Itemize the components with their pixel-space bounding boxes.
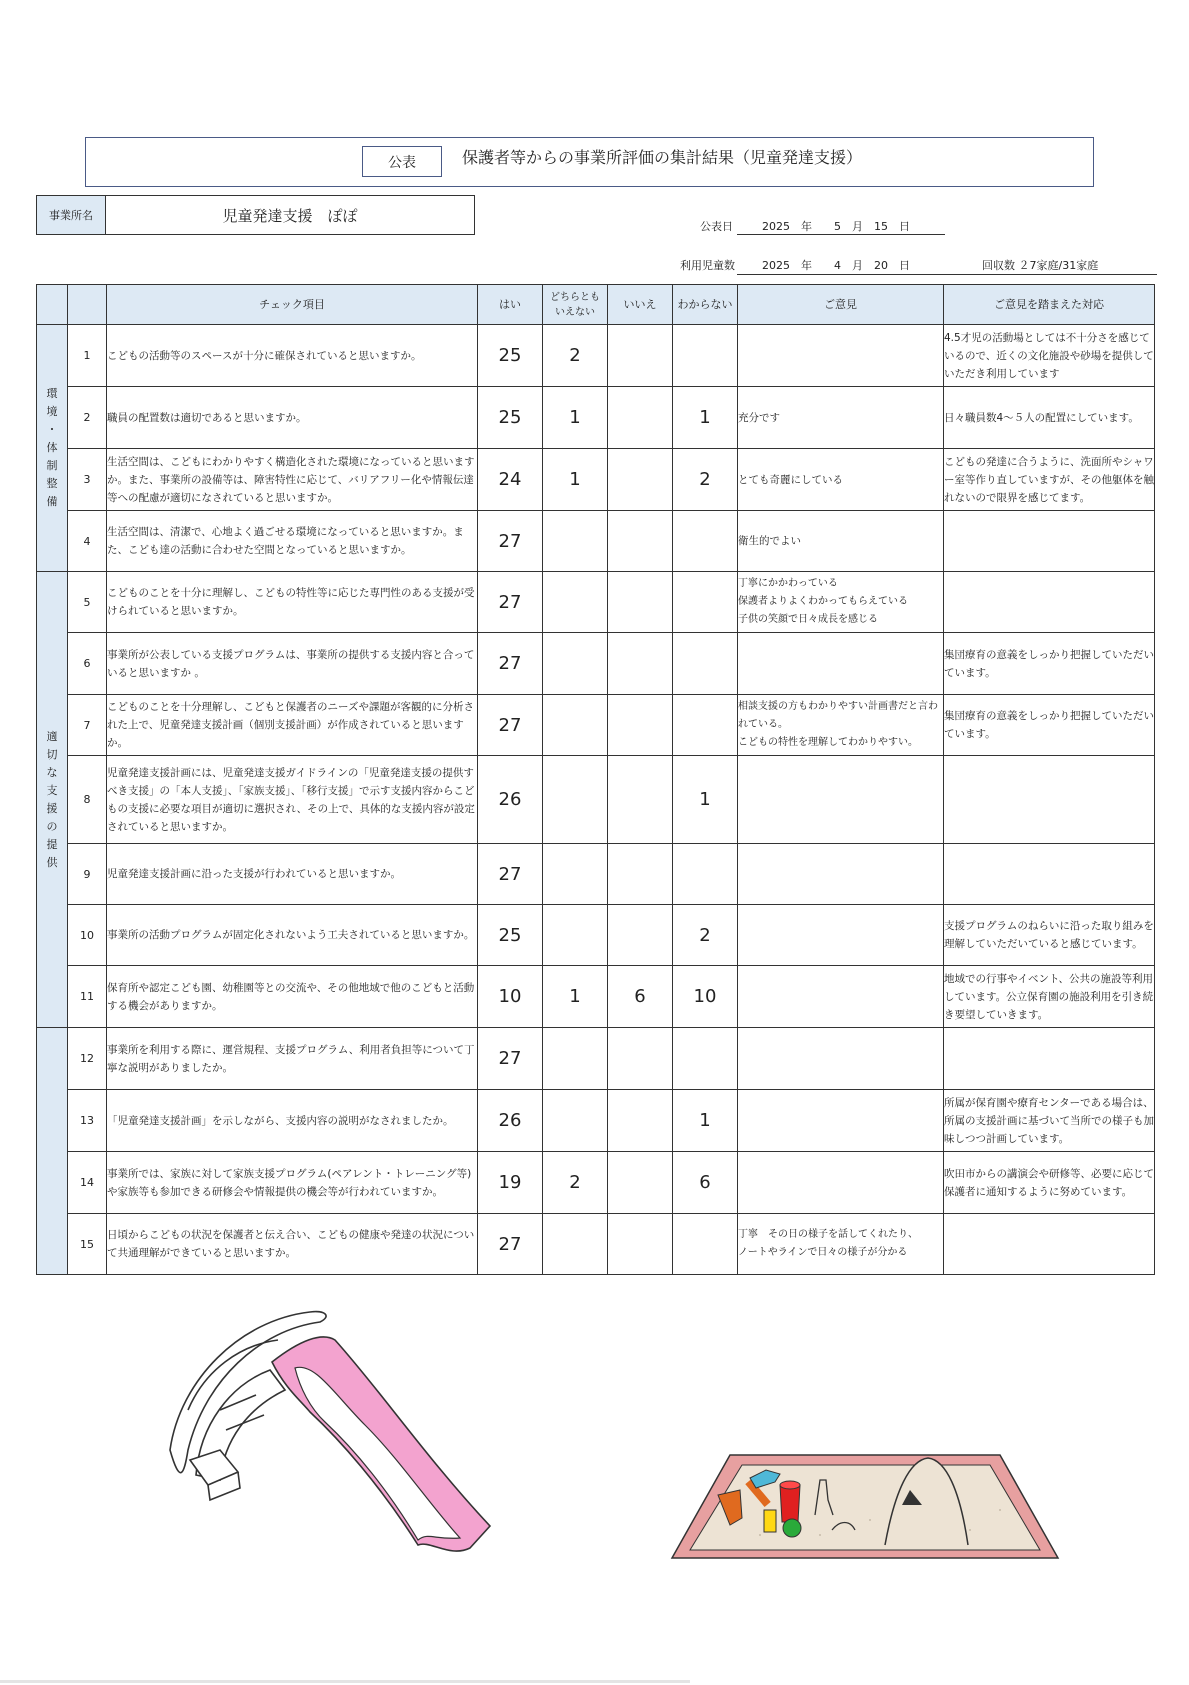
count-no: [608, 572, 673, 633]
row-number: 2: [68, 387, 107, 449]
response-text: 集団療育の意義をしっかり把握していただいています。: [944, 633, 1155, 695]
count-yes: 27: [478, 695, 543, 756]
row-number: 8: [68, 756, 107, 844]
table-row: [37, 1152, 1155, 1214]
count-unknown: 1: [673, 387, 738, 449]
opinion-text: [738, 844, 944, 905]
row-number: 13: [68, 1090, 107, 1152]
page-title: 保護者等からの事業所評価の集計結果（児童発達支援）: [462, 148, 863, 167]
response-text: 吹田市からの講演会や研修等、必要に応じて保護者に通知するように努めています。: [944, 1152, 1155, 1214]
count-yes: 24: [478, 449, 543, 511]
opinion-text: [738, 966, 944, 1028]
count-neither: 1: [543, 449, 608, 511]
header-response: ご意見を踏まえた対応: [944, 285, 1155, 325]
public-label: 公表: [362, 146, 442, 177]
count-yes: 25: [478, 905, 543, 966]
count-yes: 27: [478, 633, 543, 695]
header-blank-num: [68, 285, 107, 325]
row-number: 12: [68, 1028, 107, 1090]
count-neither: [543, 572, 608, 633]
opinion-text: [738, 325, 944, 387]
header-neither: どちらとも いえない: [543, 285, 608, 325]
count-no: [608, 387, 673, 449]
category-environment: 環 境 ・ 体 制 整 備: [37, 325, 68, 572]
table-row: [37, 844, 1155, 905]
count-neither: [543, 1090, 608, 1152]
question-text: 職員の配置数は適切であると思いますか。: [107, 387, 478, 449]
question-text: 事業所を利用する際に、運営規程、支援プログラム、利用者負担等について丁寧な説明がありましたか。: [107, 1028, 478, 1090]
header-blank-cat: [37, 285, 68, 325]
count-neither: [543, 695, 608, 756]
opinion-text: 充分です: [738, 387, 944, 449]
opinion-text: [738, 1152, 944, 1214]
response-text: 所属が保育園や療育センターである場合は、所属の支援計画に基づいて当所での様子も加味しつつ計画しています。: [944, 1090, 1155, 1152]
count-yes: 27: [478, 572, 543, 633]
table-row: [37, 1028, 1155, 1090]
collection-count: 回収数 ２7家庭/31家庭: [982, 259, 1099, 272]
response-text: [944, 1214, 1155, 1275]
count-unknown: [673, 1028, 738, 1090]
count-yes: 26: [478, 1090, 543, 1152]
count-neither: [543, 1028, 608, 1090]
count-neither: 2: [543, 325, 608, 387]
count-unknown: [673, 511, 738, 572]
count-no: [608, 633, 673, 695]
count-yes: 27: [478, 1028, 543, 1090]
count-no: [608, 1152, 673, 1214]
count-unknown: [673, 695, 738, 756]
table-row: [37, 756, 1155, 844]
header-no: いいえ: [608, 285, 673, 325]
opinion-text: [738, 633, 944, 695]
count-unknown: 10: [673, 966, 738, 1028]
response-text: 支援プログラムのねらいに沿った取り組みを理解していただいていると感じています。: [944, 905, 1155, 966]
table-row: [37, 325, 1155, 387]
question-text: 児童発達支援計画には、児童発達支援ガイドラインの「児童発達支援の提供すべき支援」の「本人支援」、「家族支援」、「移行支援」で示す支援内容からこどもの支援に必要な項目が適切に選択され、その上で、具体的な支援内容が設定されていると思いますか。: [107, 756, 478, 844]
header-check-item: チェック項目: [107, 285, 478, 325]
row-number: 5: [68, 572, 107, 633]
header-unknown: わからない: [673, 285, 738, 325]
row-number: 1: [68, 325, 107, 387]
question-text: こどものことを十分に理解し、こどもの特性等に応じた専門性のある支援が受けられていると思いますか。: [107, 572, 478, 633]
opinion-text: 丁寧にかかわっている 保護者よりよくわかってもらえている 子供の笑顔で日々成長を感じる: [738, 572, 944, 633]
row-number: 11: [68, 966, 107, 1028]
row-number: 7: [68, 695, 107, 756]
row-number: 14: [68, 1152, 107, 1214]
opinion-text: [738, 1028, 944, 1090]
header-yes: はい: [478, 285, 543, 325]
count-unknown: [673, 325, 738, 387]
table-row: [37, 387, 1155, 449]
table-row: [37, 511, 1155, 572]
count-unknown: 2: [673, 905, 738, 966]
count-no: [608, 1090, 673, 1152]
opinion-text: 相談支援の方もわかりやすい計画書だと言われている。 こどもの特性を理解してわかりやすい。: [738, 695, 944, 756]
count-neither: [543, 756, 608, 844]
count-neither: [543, 844, 608, 905]
response-text: こどもの発達に合うように、洗面所やシャワー室等作り直していますが、その他躯体を触れないので限界を感じてます。: [944, 449, 1155, 511]
response-text: 日々職員数4～５人の配置にしています。: [944, 387, 1155, 449]
question-text: こどもの活動等のスペースが十分に確保されていると思いますか。: [107, 325, 478, 387]
question-text: 事業所の活動プログラムが固定化されないよう工夫されていると思いますか。: [107, 905, 478, 966]
published-underline: [737, 234, 945, 235]
office-label: 事業所名: [36, 195, 106, 235]
count-yes: 27: [478, 511, 543, 572]
count-yes: 10: [478, 966, 543, 1028]
users-label: 利用児童数: [680, 259, 735, 272]
response-text: [944, 844, 1155, 905]
opinion-text: [738, 905, 944, 966]
question-text: 生活空間は、こどもにわかりやすく構造化された環境になっていると思いますか。また、事業所の設備等は、障害特性に応じて、バリアフリー化や情報伝達等への配慮が適切になされていると思いますか。: [107, 449, 478, 511]
count-unknown: [673, 572, 738, 633]
count-no: [608, 844, 673, 905]
count-yes: 19: [478, 1152, 543, 1214]
table-row: [37, 572, 1155, 633]
count-unknown: 1: [673, 756, 738, 844]
count-no: [608, 1028, 673, 1090]
question-text: 児童発達支援計画に沿った支援が行われていると思いますか。: [107, 844, 478, 905]
office-name: 児童発達支援 ぽぽ: [106, 195, 475, 235]
slide-illustration: [160, 1300, 505, 1572]
response-text: 4.5才児の活動場としては不十分さを感じているので、近くの文化施設や砂場を提供していただき利用しています: [944, 325, 1155, 387]
header-opinion: ご意見: [738, 285, 944, 325]
count-no: [608, 695, 673, 756]
count-neither: 2: [543, 1152, 608, 1214]
count-no: [608, 756, 673, 844]
response-text: 地域での行事やイベント、公共の施設等利用しています。公立保育園の施設利用を引き続き要望していきます。: [944, 966, 1155, 1028]
opinion-text: [738, 1090, 944, 1152]
count-no: [608, 905, 673, 966]
question-text: こどものことを十分理解し、こどもと保護者のニーズや課題が客観的に分析された上で、児童発達支援計画（個別支援計画）が作成されていると思いますか。: [107, 695, 478, 756]
question-text: 保育所や認定こども園、幼稚園等との交流や、その他地域で他のこどもと活動する機会がありますか。: [107, 966, 478, 1028]
count-unknown: 1: [673, 1090, 738, 1152]
category-support: 適 切 な 支 援 の 提 供: [37, 572, 68, 1028]
table-header-row: [37, 285, 1155, 325]
response-text: [944, 1028, 1155, 1090]
count-neither: 1: [543, 966, 608, 1028]
count-unknown: [673, 633, 738, 695]
count-no: [608, 1214, 673, 1275]
row-number: 9: [68, 844, 107, 905]
table-row: [37, 966, 1155, 1028]
count-unknown: 6: [673, 1152, 738, 1214]
question-text: 生活空間は、清潔で、心地よく過ごせる環境になっていると思いますか。また、こども達の活動に合わせた空間となっていると思いますか。: [107, 511, 478, 572]
count-no: [608, 325, 673, 387]
count-yes: 27: [478, 844, 543, 905]
evaluation-table: [36, 284, 1155, 1275]
count-unknown: [673, 1214, 738, 1275]
count-no: 6: [608, 966, 673, 1028]
opinion-text: 丁寧 その日の様子を話してくれたり、 ノートやラインで日々の様子が分かる: [738, 1214, 944, 1275]
opinion-text: [738, 756, 944, 844]
category-blank: [37, 1028, 68, 1275]
count-neither: 1: [543, 387, 608, 449]
count-unknown: [673, 844, 738, 905]
table-row: [37, 633, 1155, 695]
row-number: 3: [68, 449, 107, 511]
row-number: 6: [68, 633, 107, 695]
count-neither: [543, 511, 608, 572]
users-underline: [737, 274, 1157, 275]
bottom-rule: [0, 1680, 690, 1683]
opinion-text: とても奇麗にしている: [738, 449, 944, 511]
question-text: 日頃からこどもの状況を保護者と伝え合い、こどもの健康や発達の状況について共通理解ができていると思いますか。: [107, 1214, 478, 1275]
table-row: [37, 1214, 1155, 1275]
count-neither: [543, 633, 608, 695]
users-date: 2025 年 4 月 20 日: [762, 259, 910, 272]
response-text: [944, 511, 1155, 572]
table-row: [37, 449, 1155, 511]
count-no: [608, 511, 673, 572]
published-label: 公表日: [700, 220, 733, 233]
count-unknown: 2: [673, 449, 738, 511]
row-number: 4: [68, 511, 107, 572]
count-neither: [543, 905, 608, 966]
question-text: 事業所では、家族に対して家族支援プログラム(ペアレント・トレーニング等)や家族等も参加できる研修会や情報提供の機会等が行われていますか。: [107, 1152, 478, 1214]
table-row: [37, 905, 1155, 966]
count-yes: 26: [478, 756, 543, 844]
question-text: 事業所が公表している支援プログラムは、事業所の提供する支援内容と合っていると思いますか 。: [107, 633, 478, 695]
response-text: 集団療育の意義をしっかり把握していただいています。: [944, 695, 1155, 756]
count-yes: 25: [478, 387, 543, 449]
count-yes: 27: [478, 1214, 543, 1275]
count-no: [608, 449, 673, 511]
table-row: [37, 695, 1155, 756]
published-date: 2025 年 5 月 15 日: [762, 220, 910, 233]
response-text: [944, 756, 1155, 844]
response-text: [944, 572, 1155, 633]
count-yes: 25: [478, 325, 543, 387]
table-row: [37, 1090, 1155, 1152]
count-neither: [543, 1214, 608, 1275]
row-number: 10: [68, 905, 107, 966]
row-number: 15: [68, 1214, 107, 1275]
question-text: 「児童発達支援計画」を示しながら、支援内容の説明がなされましたか。: [107, 1090, 478, 1152]
sandbox-illustration: [670, 1450, 1062, 1570]
opinion-text: 衛生的でよい: [738, 511, 944, 572]
